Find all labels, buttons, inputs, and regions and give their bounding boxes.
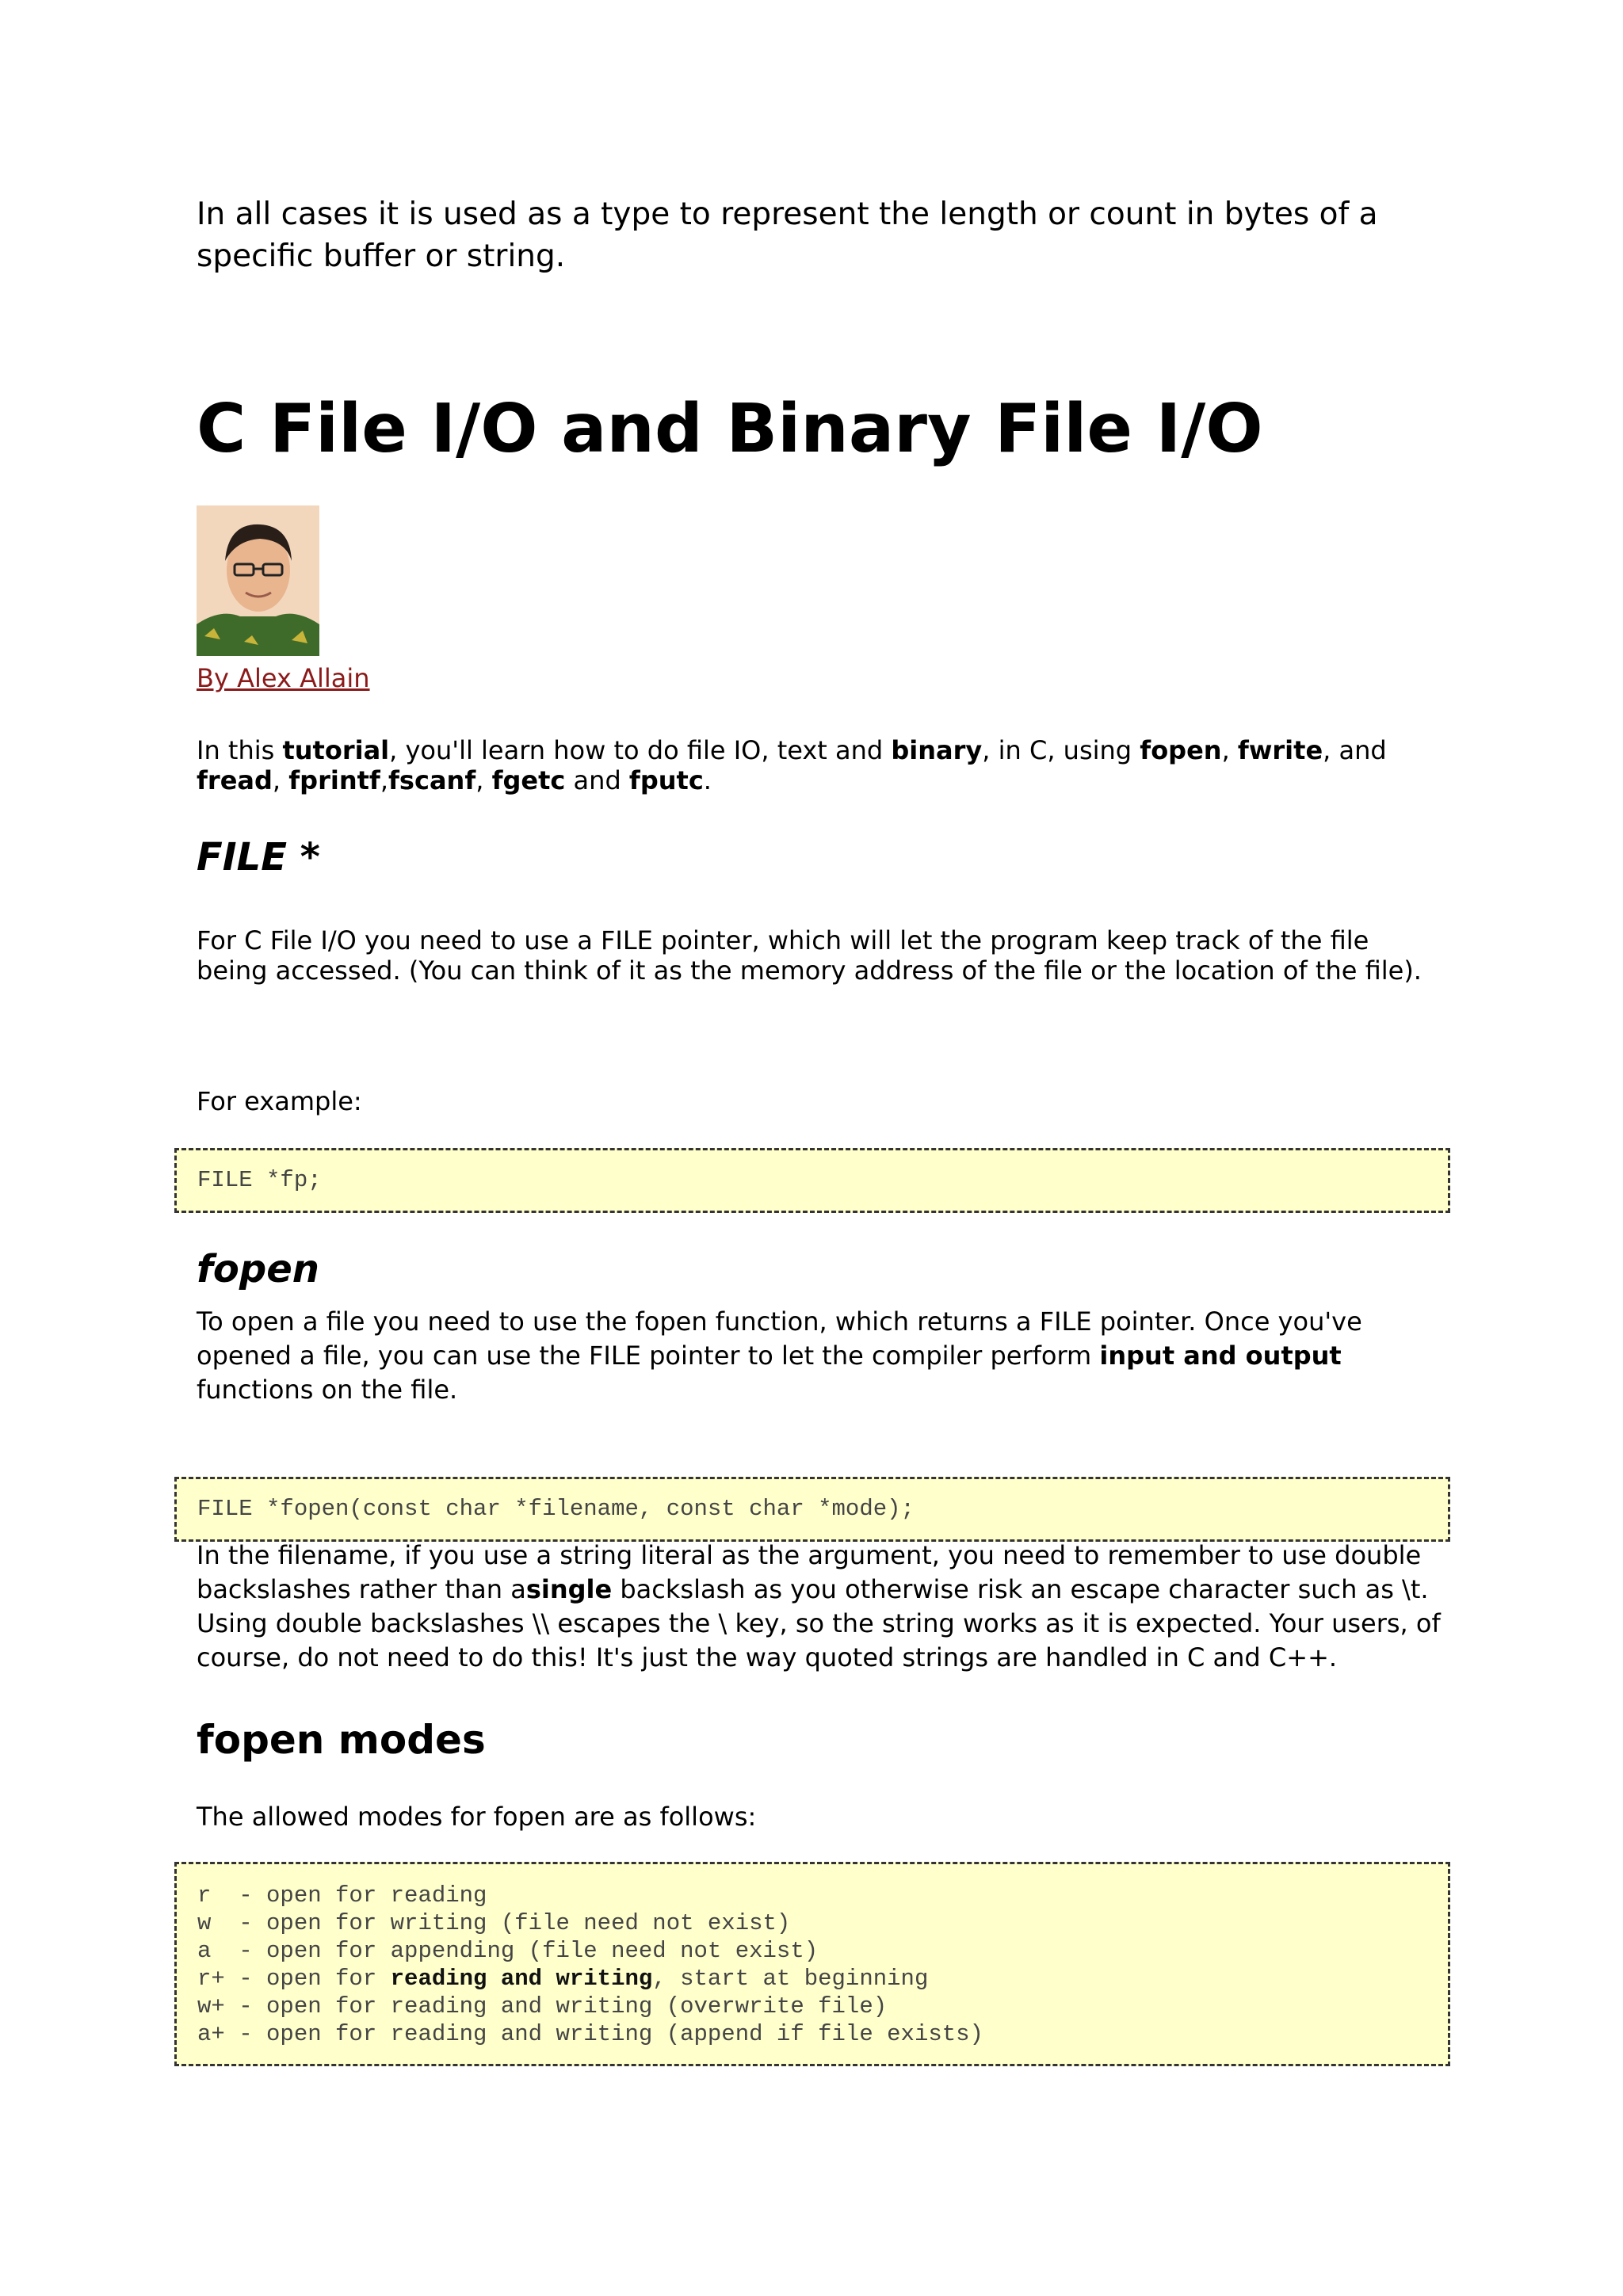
text: In the filename, if you use a string literal as the argument, you need to remember to use double backslashes rather than a (197, 1540, 1422, 1604)
intro-paragraph: In all cases it is used as a type to represent the length or count in bytes of a specific buffer or string. (197, 196, 1378, 274)
author-photo-svg (197, 505, 319, 656)
mode-line (197, 1909, 1448, 1937)
tutorial-intro-paragraph (197, 735, 1417, 795)
mode-emphasis: reading and writing (390, 1966, 653, 1992)
text: and (565, 765, 629, 795)
author-byline-link[interactable]: By Alex Allain (197, 663, 370, 693)
text: , (380, 765, 388, 795)
text: , (475, 765, 492, 795)
mode-text: , start at beginning (652, 1966, 929, 1992)
keyword-fprintf: fprintf (288, 765, 380, 795)
mode-text: w+ - open for reading and writing (overwrite file) (197, 1993, 888, 2019)
example-label: For example: (197, 1086, 362, 1116)
keyword-single: single (525, 1574, 613, 1604)
mode-text: w - open for writing (file need not exist) (197, 1910, 791, 1936)
article-title: C File I/O and Binary File I/O (197, 390, 1263, 468)
keyword-binary: binary (891, 735, 983, 765)
filename-note-paragraph (197, 1539, 1441, 1675)
mode-line (197, 2020, 1448, 2048)
keyword-fread: fread (197, 765, 273, 795)
mode-line (197, 1965, 1448, 1993)
text: , and (1323, 735, 1387, 765)
text: In this (197, 735, 283, 765)
text: , (1221, 735, 1238, 765)
code-block-fopen-signature (174, 1477, 1450, 1542)
keyword-fscanf: fscanf (388, 765, 476, 795)
text: , (272, 765, 289, 795)
fopen-heading: fopen (197, 1247, 319, 1291)
text: To open a file you need to use the fopen function, which returns a FILE pointer. Once you've opened a file, you can use the FILE pointer to let the compiler perform (197, 1306, 1362, 1371)
keyword-fputc: fputc (628, 765, 704, 795)
keyword-fopen: fopen (1140, 735, 1222, 765)
fopen-paragraph (197, 1305, 1409, 1407)
author-photo-icon (197, 505, 319, 656)
mode-line (197, 1937, 1448, 1965)
code-line: FILE *fp; (197, 1167, 322, 1193)
text: functions on the file. (197, 1375, 458, 1405)
code-block-fopen-modes (174, 1862, 1450, 2066)
mode-line (197, 1993, 1448, 2020)
mode-text: a+ - open for reading and writing (append if file exists) (197, 2021, 983, 2047)
keyword-input-output: input and output (1099, 1341, 1342, 1371)
mode-text: a - open for appending (file need not exist) (197, 1938, 819, 1964)
mode-text: r - open for reading (197, 1882, 487, 1909)
text: backslash as you otherwise risk an escape character such as \t. Using double backslashes \\ escapes the \ key, so the string works as it is expected. Your users, of course, do not need to do this! It's just the way quoted strings are handled in C and C++. (197, 1574, 1441, 1672)
code-block-file-pointer (174, 1148, 1450, 1213)
text: . (703, 765, 712, 795)
code-line: FILE *fopen(const char *filename, const char *mode); (197, 1496, 915, 1522)
text: , you'll learn how to do file IO, text and (389, 735, 892, 765)
fopen-modes-heading: fopen modes (197, 1717, 486, 1763)
keyword-fgetc: fgetc (491, 765, 566, 795)
mode-line (197, 1882, 1448, 1909)
keyword-fwrite: fwrite (1237, 735, 1323, 765)
fopen-modes-intro: The allowed modes for fopen are as follows: (197, 1802, 757, 1832)
mode-text: r+ - open for (197, 1966, 391, 1992)
keyword-tutorial: tutorial (282, 735, 390, 765)
text: , in C, using (982, 735, 1140, 765)
file-pointer-paragraph: For C File I/O you need to use a FILE pointer, which will let the program keep track of the file being accessed. (You can think of it as the memory address of the file or the location of the file). (197, 925, 1422, 986)
file-pointer-heading: FILE * (197, 835, 320, 879)
